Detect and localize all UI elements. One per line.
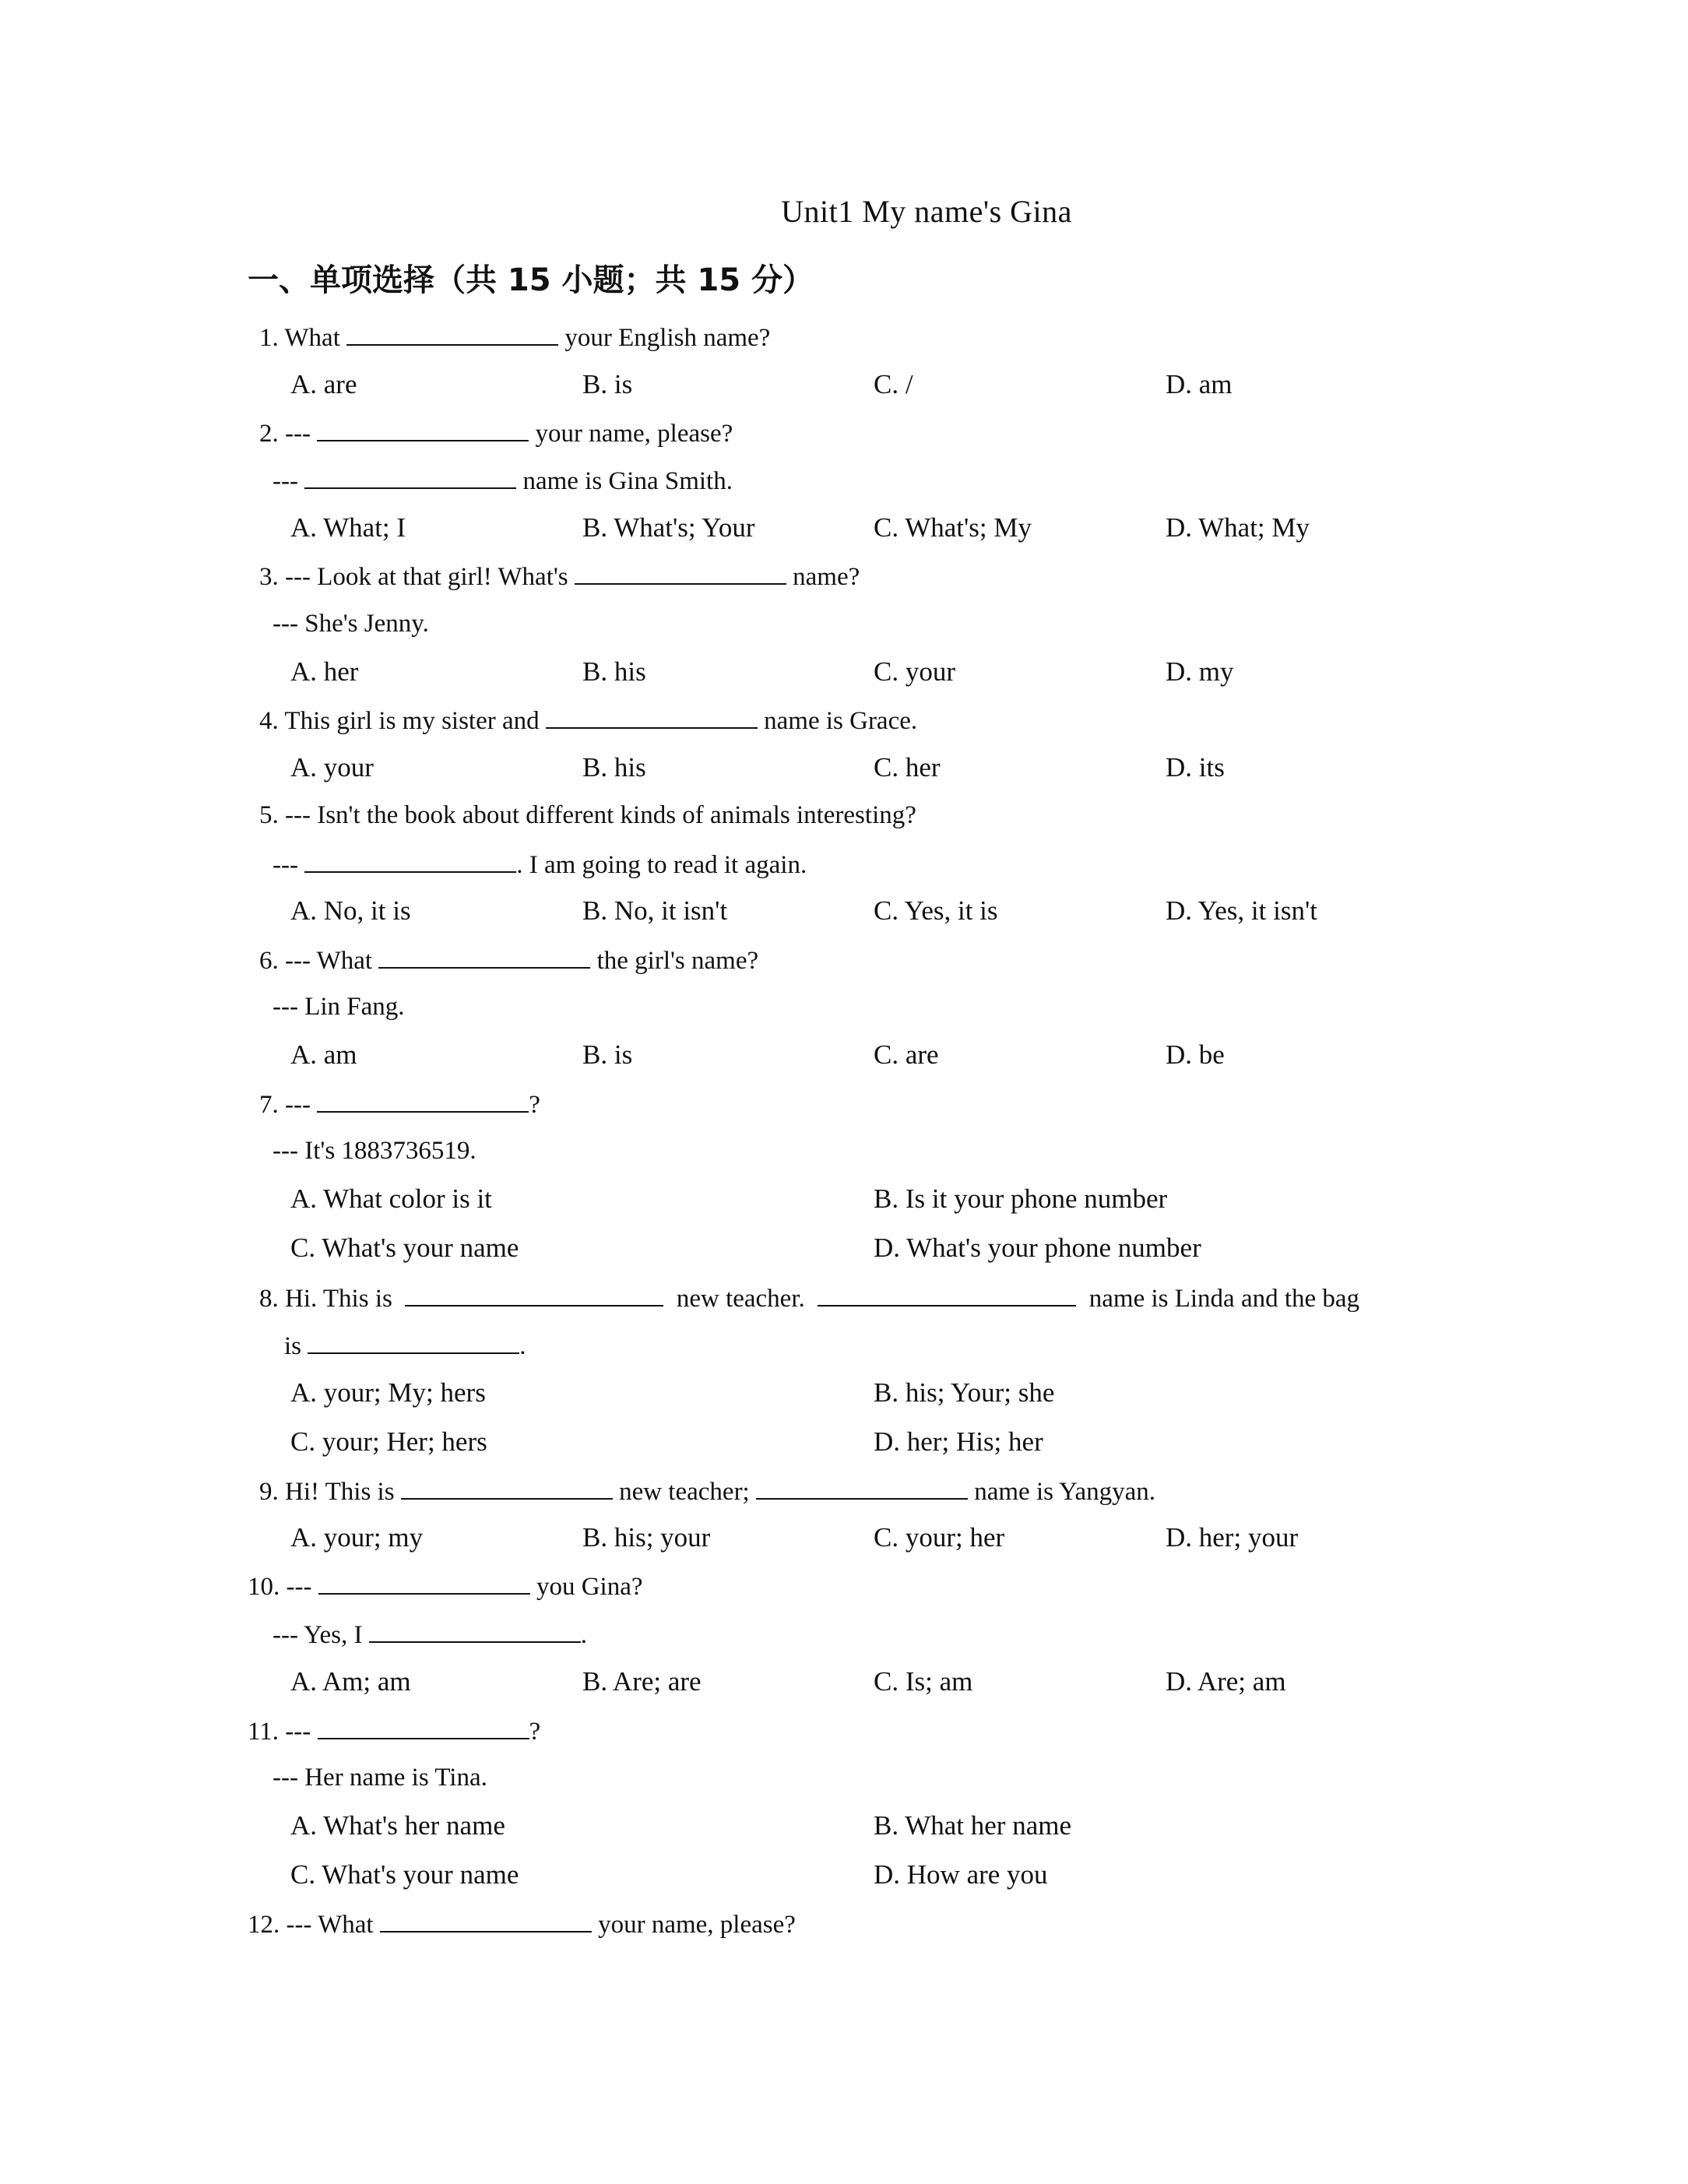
answer-blank[interactable] xyxy=(304,464,516,489)
question-number: 6. xyxy=(259,947,279,975)
option-c: C. your; Her; hers xyxy=(290,1426,487,1457)
question-5 xyxy=(259,800,916,831)
answer-blank[interactable] xyxy=(575,560,786,585)
option-a: A. What's her name xyxy=(290,1810,505,1841)
question-number: 10. xyxy=(248,1573,280,1601)
question-2 xyxy=(259,417,733,449)
option-c: C. your xyxy=(874,656,955,687)
question-number: 8. xyxy=(259,1285,279,1313)
option-a: A. her xyxy=(290,656,359,687)
option-b: B. is xyxy=(582,1039,633,1070)
question-number: 1. xyxy=(259,324,279,352)
option-b: B. his xyxy=(582,656,646,687)
option-c: C. are xyxy=(874,1039,939,1070)
question-7 xyxy=(259,1088,540,1120)
answer-blank[interactable] xyxy=(405,1282,663,1307)
question-text: --- xyxy=(285,1718,311,1746)
option-b: B. What her name xyxy=(874,1810,1071,1841)
question-number: 2. xyxy=(259,420,279,448)
option-d: D. am xyxy=(1166,369,1233,399)
question-9 xyxy=(259,1475,1155,1507)
option-d: D. What's your phone number xyxy=(874,1233,1201,1263)
question-11-line-2: --- Her name is Tina. xyxy=(273,1764,487,1792)
question-number: 12. xyxy=(248,1911,280,1939)
question-8-line-2 xyxy=(284,1329,526,1362)
option-a: A. am xyxy=(290,1039,357,1070)
option-c: C. your; her xyxy=(874,1522,1005,1553)
question-text: ? xyxy=(529,1718,541,1746)
option-c: C. What's; My xyxy=(874,512,1032,543)
option-d: D. her; your xyxy=(1166,1522,1299,1553)
question-text: --- xyxy=(285,420,311,448)
question-8 xyxy=(259,1282,1359,1314)
question-7-line-2: --- It's 1883736519. xyxy=(273,1137,477,1165)
question-text: name is Gina Smith. xyxy=(522,467,733,495)
answer-blank[interactable] xyxy=(378,944,590,969)
option-a: A. your; my xyxy=(290,1522,424,1553)
question-text: ? xyxy=(529,1091,540,1119)
question-text: What xyxy=(284,324,340,352)
option-c: C. / xyxy=(874,369,913,399)
option-a: A. your xyxy=(290,752,374,783)
question-text: --- What xyxy=(285,947,373,975)
question-text: --- xyxy=(286,1573,312,1601)
question-text: new teacher; xyxy=(619,1478,750,1506)
question-text: --- xyxy=(273,851,298,879)
option-b: B. What's; Your xyxy=(582,512,755,543)
answer-blank[interactable] xyxy=(546,704,758,729)
question-3 xyxy=(259,560,860,593)
question-text: --- Yes, I xyxy=(273,1621,363,1649)
question-text: . xyxy=(519,1332,526,1360)
question-text: Hi! This is xyxy=(285,1478,395,1506)
question-text: This girl is my sister and xyxy=(284,707,540,735)
question-number: 7. xyxy=(259,1091,279,1119)
option-a: A. are xyxy=(290,369,357,399)
option-b: B. his; Your; she xyxy=(874,1377,1055,1408)
question-text: your name, please? xyxy=(535,420,733,448)
option-d: D. be xyxy=(1166,1039,1225,1070)
answer-blank[interactable] xyxy=(401,1475,613,1500)
question-text: your English name? xyxy=(564,324,771,352)
question-text: name is Yangyan. xyxy=(974,1478,1156,1506)
question-1 xyxy=(259,321,770,353)
option-d: D. my xyxy=(1166,656,1234,687)
option-d: D. How are you xyxy=(874,1859,1048,1890)
section-heading: 一、单项选择（共 15 小题；共 15 分） xyxy=(248,262,814,298)
answer-blank[interactable] xyxy=(380,1908,592,1933)
question-text: --- xyxy=(285,1091,311,1119)
question-text: is xyxy=(284,1332,302,1360)
question-text: --- Isn't the book about different kinds of animals interesting? xyxy=(285,801,916,829)
answer-blank[interactable] xyxy=(318,1570,530,1595)
question-text: new teacher. xyxy=(676,1285,805,1313)
question-10 xyxy=(248,1570,643,1602)
option-d: D. Yes, it isn't xyxy=(1166,895,1317,926)
answer-blank[interactable] xyxy=(318,1714,529,1739)
question-text: name is Linda and the bag xyxy=(1088,1285,1360,1313)
question-text: . I am going to read it again. xyxy=(516,851,807,879)
option-a: A. What color is it xyxy=(290,1183,492,1214)
question-text: the girl's name? xyxy=(596,947,759,975)
question-text: --- Look at that girl! What's xyxy=(285,563,568,591)
question-text: . xyxy=(580,1621,587,1649)
option-b: B. his; your xyxy=(582,1522,711,1553)
option-b: B. his xyxy=(582,752,646,783)
option-d: D. her; His; her xyxy=(874,1426,1043,1457)
option-c: C. What's your name xyxy=(290,1859,519,1890)
option-c: C. Yes, it is xyxy=(874,895,998,926)
question-number: 9. xyxy=(259,1478,279,1506)
option-c: C. What's your name xyxy=(290,1233,519,1263)
answer-blank[interactable] xyxy=(346,321,558,346)
option-b: B. is xyxy=(582,369,633,399)
question-10-line-2 xyxy=(273,1618,587,1651)
question-12 xyxy=(248,1908,796,1940)
question-number: 3. xyxy=(259,563,279,591)
option-a: A. No, it is xyxy=(290,895,411,926)
question-4 xyxy=(259,704,917,737)
question-number: 5. xyxy=(259,801,279,829)
question-text: name? xyxy=(793,563,860,591)
question-number: 4. xyxy=(259,707,279,735)
option-b: B. No, it isn't xyxy=(582,895,728,926)
option-a: A. your; My; hers xyxy=(290,1377,486,1408)
question-text: Hi. This is xyxy=(285,1285,392,1313)
option-b: B. Is it your phone number xyxy=(874,1183,1168,1214)
question-2-line-2 xyxy=(273,464,733,497)
answer-blank[interactable] xyxy=(317,1088,529,1113)
question-3-line-2: --- She's Jenny. xyxy=(273,610,429,638)
question-6-line-2: --- Lin Fang. xyxy=(273,993,405,1021)
option-c: C. her xyxy=(874,752,941,783)
question-5-line-2 xyxy=(273,848,807,881)
question-text: --- xyxy=(273,467,298,495)
answer-blank[interactable] xyxy=(304,848,516,873)
question-text: name is Grace. xyxy=(764,707,918,735)
option-d: D. What; My xyxy=(1166,512,1310,543)
option-d: D. its xyxy=(1166,752,1225,783)
question-text: your name, please? xyxy=(598,1911,796,1939)
option-a: A. What; I xyxy=(290,512,406,543)
question-text: --- What xyxy=(286,1911,374,1939)
option-b: B. Are; are xyxy=(582,1666,702,1697)
option-c: C. Is; am xyxy=(874,1666,973,1697)
page-title: Unit1 My name's Gina xyxy=(781,194,1072,229)
answer-blank[interactable] xyxy=(756,1475,968,1500)
option-a: A. Am; am xyxy=(290,1666,411,1697)
option-d: D. Are; am xyxy=(1166,1666,1286,1697)
answer-blank[interactable] xyxy=(369,1618,581,1643)
answer-blank[interactable] xyxy=(308,1329,519,1354)
question-number: 11. xyxy=(248,1718,280,1746)
question-11 xyxy=(248,1714,540,1747)
answer-blank[interactable] xyxy=(317,417,529,441)
answer-blank[interactable] xyxy=(818,1282,1076,1307)
question-6 xyxy=(259,944,758,976)
question-text: you Gina? xyxy=(536,1573,643,1601)
